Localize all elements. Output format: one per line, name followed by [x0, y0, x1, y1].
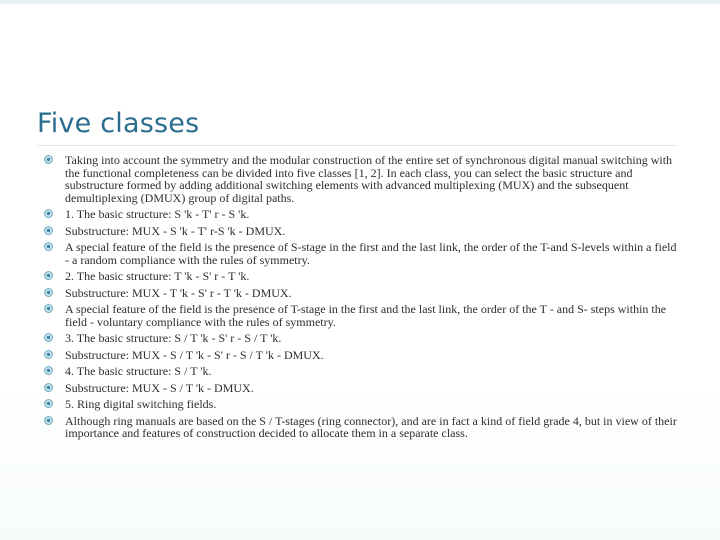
- top-rule: [0, 0, 720, 4]
- target-circle-icon: [44, 333, 53, 342]
- bullet-text: Substructure: MUX - S / T 'k - S' r - S / T 'k - DMUX.: [65, 347, 324, 362]
- bullet-text: 2. The basic structure: T 'k - S' r - T 'k.: [65, 269, 250, 284]
- bullet-item: [39, 270, 681, 283]
- bullet-text: 1. The basic structure: S 'k - T' r - S 'k.: [65, 207, 250, 222]
- target-circle-icon: [44, 399, 53, 408]
- bullet-text: Substructure: MUX - S / T 'k - DMUX.: [65, 380, 254, 395]
- bullet-item: [39, 225, 681, 238]
- bullet-text: 3. The basic structure: S / T 'k - S' r - S / T 'k.: [65, 331, 282, 346]
- title-divider: [37, 145, 677, 146]
- target-circle-icon: [44, 383, 53, 392]
- target-circle-icon: [44, 226, 53, 235]
- target-circle-icon: [44, 416, 53, 425]
- bullet-text: 4. The basic structure: S / T 'k.: [65, 364, 212, 379]
- bullet-text: Taking into account the symmetry and the modular construction of the entire set of synchronous digital manual switching with the functional completeness can be divided into five classes [1, 2]. In each class, you can select the basic structure and substructure formed by adding additional switching elements with advanced multiplexing (MUX) and the subsequent demultiplexing (DMUX) group of digital paths.: [65, 153, 673, 205]
- bullet-text: A special feature of the field is the presence of S-stage in the first and the last link, the order of the T-and S-levels within a field - a random compliance with the rules of symmetry.: [65, 240, 677, 267]
- bullet-item: [39, 382, 681, 395]
- target-circle-icon: [44, 304, 53, 313]
- bullet-item: [39, 154, 681, 204]
- target-circle-icon: [44, 350, 53, 359]
- bullet-item: [39, 398, 681, 411]
- target-circle-icon: [44, 209, 53, 218]
- bullet-text: 5. Ring digital switching fields.: [65, 397, 217, 412]
- bullet-text: Substructure: MUX - T 'k - S' r - T 'k - DMUX.: [65, 285, 292, 300]
- bullet-item: [39, 349, 681, 362]
- bullet-list: [39, 154, 681, 444]
- bullet-item: [39, 415, 681, 440]
- target-circle-icon: [44, 242, 53, 251]
- bullet-item: [39, 332, 681, 345]
- slide-title: Five classes: [37, 108, 200, 139]
- bullet-text: A special feature of the field is the presence of T-stage in the first and the last link, the order of the T - and S- steps within the field - voluntary compliance with the rules of symmetry.: [65, 302, 667, 329]
- bullet-item: [39, 287, 681, 300]
- bullet-item: [39, 208, 681, 221]
- target-circle-icon: [44, 271, 53, 280]
- bullet-item: [39, 241, 681, 266]
- bullet-item: [39, 365, 681, 378]
- bullet-text: Substructure: MUX - S 'k - T' r-S 'k - DMUX.: [65, 223, 286, 238]
- target-circle-icon: [44, 366, 53, 375]
- target-circle-icon: [44, 155, 53, 164]
- bullet-item: [39, 303, 681, 328]
- target-circle-icon: [44, 288, 53, 297]
- bullet-text: Although ring manuals are based on the S / T-stages (ring connector), and are in fact a kind of field grade 4, but in view of their importance and features of construction decided to allocate them in a separate class.: [65, 413, 677, 441]
